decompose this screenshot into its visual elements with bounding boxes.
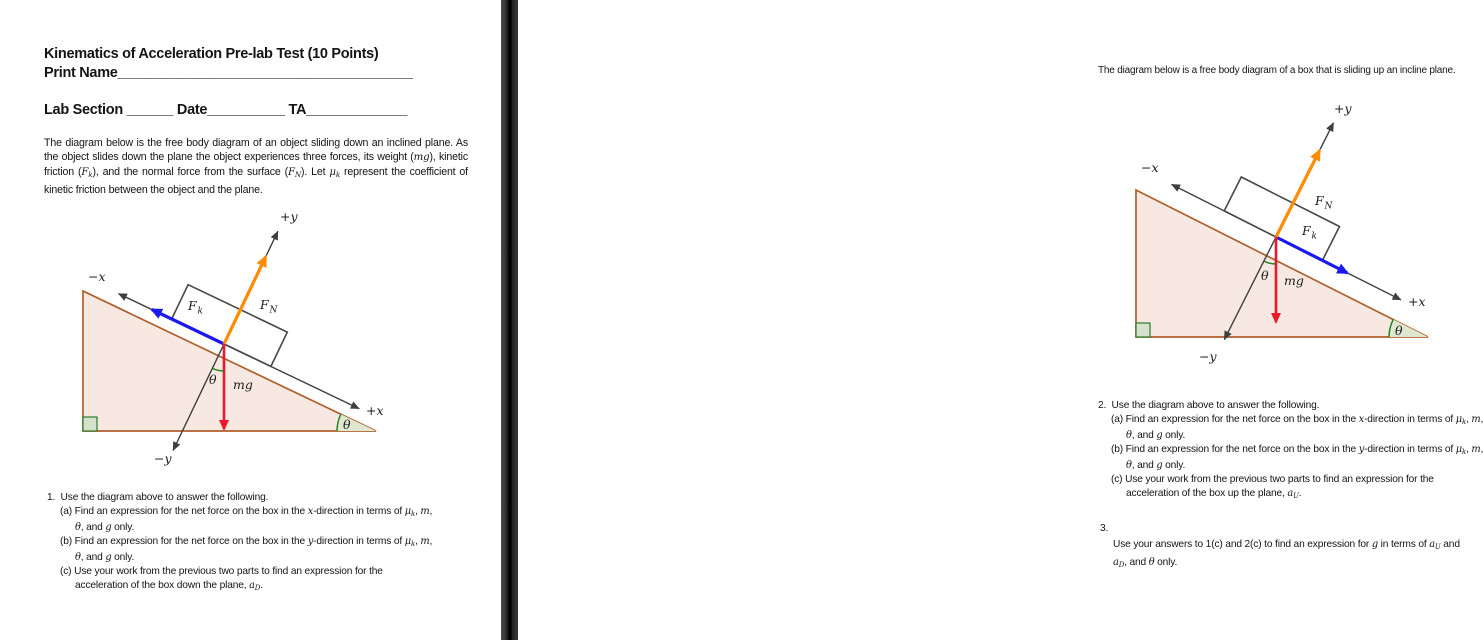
plain-text: ,	[429, 536, 433, 547]
plain-text: ,	[415, 536, 421, 547]
incline-triangle	[83, 291, 376, 431]
plain-text: (b) Find an expression for the net force on the box in the	[1111, 444, 1359, 455]
plain-text: ,	[1480, 414, 1483, 425]
normal-force-arrow	[1276, 150, 1320, 237]
math-text: U	[1434, 542, 1441, 551]
question-line	[47, 491, 432, 505]
normal-force-label-sub: N	[269, 305, 278, 316]
page-divider	[501, 0, 518, 640]
question-line	[47, 579, 432, 595]
question-line	[47, 551, 432, 565]
normal-force-label: F	[1315, 193, 1324, 208]
plain-text: , and	[1131, 430, 1157, 441]
normal-force-label-sub: N	[1324, 201, 1333, 212]
math-text: m	[1471, 444, 1481, 455]
question-line	[1098, 473, 1483, 487]
axis-pos-y-label: +y	[1334, 101, 1352, 116]
question-line	[1100, 537, 1460, 556]
axis-pos-y-label: +y	[280, 209, 298, 224]
axis-pos-x-label: +x	[1408, 294, 1426, 309]
plain-text: represent the coefficient of kinetic friction between the object and the plane.	[44, 166, 468, 196]
math-text: a	[1429, 538, 1435, 550]
math-text: g	[1156, 430, 1163, 441]
math-text: mg	[413, 152, 430, 164]
intro-paragraph	[44, 136, 468, 197]
question-line	[1098, 459, 1483, 473]
math-text: θ	[1126, 430, 1132, 441]
fbd-diagram-sliding-up	[1111, 97, 1441, 377]
math-text: g	[1156, 460, 1163, 471]
plain-text: -direction in terms of	[1364, 444, 1456, 455]
weight-label: mg	[233, 377, 253, 392]
math-text: k	[1461, 418, 1466, 426]
math-text: m	[420, 536, 430, 547]
incline-triangle	[1136, 190, 1428, 337]
math-text: a	[1287, 488, 1294, 499]
math-text: k	[335, 170, 341, 180]
question-2	[1098, 399, 1483, 503]
question-line	[1098, 487, 1483, 503]
plain-text: 2. Use the diagram above to answer the following.	[1098, 400, 1320, 411]
plain-text: (c) Use your work from the previous two parts to find an expression for the	[1111, 474, 1434, 485]
page-right	[518, 0, 1483, 640]
math-text: k	[410, 540, 416, 548]
math-text: θ	[75, 552, 81, 563]
plain-text: The diagram below is the free body diagram of an object sliding down an inclined plane. As the object slides down the plane the object experiences three forces, its weight (	[44, 137, 468, 164]
page-left	[0, 0, 501, 640]
plain-text: , and	[1131, 460, 1157, 471]
page-title: Kinematics of Acceleration Pre-lab Test (10 Points)	[44, 46, 379, 62]
math-text: k	[410, 510, 415, 518]
plain-text: .	[1298, 488, 1302, 499]
plain-text: only.	[1154, 557, 1178, 568]
axis-neg-x-label: −x	[1141, 160, 1159, 175]
math-text: F	[81, 167, 89, 179]
plain-text: ,	[1480, 444, 1483, 455]
math-text: μ	[404, 536, 411, 547]
plain-text: -direction in terms of	[1364, 414, 1456, 425]
plain-text: 3.	[1100, 523, 1109, 534]
plain-text: (b) Find an expression for the net force on the box in the	[60, 536, 308, 547]
plain-text: (c) Use your work from the previous two parts to find an expression for the	[60, 566, 383, 577]
math-text: D	[1118, 561, 1125, 569]
plain-text: ,	[415, 506, 421, 517]
plain-text: ), kinetic friction (	[44, 151, 468, 179]
plain-text: ,	[1466, 444, 1472, 455]
plain-text: (a) Find an expression for the net force on the box in the	[1111, 414, 1359, 425]
plain-text: ). Let	[301, 166, 330, 179]
plain-text: 1. Use the diagram above to answer the following.	[47, 492, 269, 503]
plain-text: -direction in terms of	[313, 536, 405, 547]
math-text: μ	[404, 506, 411, 517]
axis-neg-y-label: −y	[154, 451, 172, 466]
math-text: a	[1113, 557, 1119, 568]
plain-text: only.	[1162, 430, 1186, 441]
math-text: g	[105, 552, 112, 563]
plain-text: ,	[429, 506, 433, 517]
math-text: θ	[1126, 460, 1132, 471]
print-name-line: Print Name______________________________________	[44, 65, 413, 81]
friction-force-label: F	[1302, 223, 1311, 238]
question-line	[1098, 443, 1483, 459]
question-line	[47, 565, 432, 579]
question-line	[1100, 521, 1460, 537]
math-text: N	[294, 170, 302, 180]
theta-label: θ	[1261, 268, 1269, 283]
right-angle-marker	[83, 417, 97, 431]
math-text: θ	[75, 522, 81, 533]
plain-text: , and	[1124, 557, 1149, 568]
question-line	[47, 505, 432, 521]
plain-text: acceleration of the box down the plane,	[75, 580, 250, 591]
friction-force-label-sub: k	[1311, 231, 1317, 242]
fbd-diagram-sliding-down	[58, 203, 398, 468]
question-3	[1100, 521, 1460, 574]
plain-text: only.	[111, 522, 135, 533]
plain-text: only.	[111, 552, 135, 563]
intro-paragraph-right: The diagram below is a free body diagram of a box that is sliding up an incline plane.	[1098, 65, 1456, 76]
plain-text: only.	[1162, 460, 1186, 471]
math-text: θ	[1148, 557, 1155, 568]
question-line	[1098, 413, 1483, 429]
plain-text: in terms of	[1377, 538, 1430, 550]
math-text: μ	[1455, 444, 1462, 455]
math-text: μ	[329, 167, 336, 179]
weight-label: mg	[1284, 273, 1304, 288]
math-text: m	[1471, 414, 1481, 425]
question-line	[1098, 429, 1483, 443]
axis-neg-x-label: −x	[88, 269, 106, 284]
math-text: U	[1293, 492, 1299, 500]
plain-text: , and	[80, 552, 106, 563]
plain-text: and	[1440, 538, 1460, 550]
base-angle-label: θ	[343, 417, 351, 432]
lab-section-line: Lab Section ______ Date__________ TA_____________	[44, 102, 408, 118]
question-line	[47, 521, 432, 535]
plain-text: acceleration of the box up the plane,	[1126, 488, 1288, 499]
math-text: x	[1358, 414, 1365, 425]
theta-label: θ	[209, 372, 217, 387]
axis-pos-x-label: +x	[366, 403, 384, 418]
math-text: k	[1461, 448, 1467, 456]
plain-text: .	[260, 580, 263, 591]
question-line	[1098, 399, 1483, 413]
plain-text: (a) Find an expression for the net force on the box in the	[60, 506, 308, 517]
math-text: m	[420, 506, 430, 517]
axis-neg-y-label: −y	[1199, 349, 1217, 364]
plain-text: , and	[80, 522, 106, 533]
base-angle-label: θ	[1395, 323, 1403, 338]
math-text: a	[249, 580, 255, 591]
math-text: g	[1371, 538, 1378, 550]
math-text: μ	[1455, 414, 1462, 425]
math-text: D	[254, 584, 261, 592]
math-text: k	[88, 170, 93, 180]
friction-force-label-sub: k	[197, 306, 203, 317]
math-text: F	[288, 167, 295, 179]
plain-text: ), and the normal force from the surface (	[92, 166, 288, 179]
friction-force-label: F	[188, 298, 197, 313]
math-text: x	[307, 506, 314, 517]
plain-text: Use your answers to 1(c) and 2(c) to find an expression for	[1113, 538, 1372, 550]
math-text: g	[105, 522, 112, 533]
question-1	[47, 491, 432, 595]
normal-force-label: F	[260, 297, 269, 312]
math-text: y	[1358, 444, 1365, 455]
plain-text: -direction in terms of	[313, 506, 405, 517]
plain-text: ,	[1466, 414, 1472, 425]
math-text: y	[307, 536, 314, 547]
right-angle-marker	[1136, 323, 1150, 337]
question-line	[47, 535, 432, 551]
question-line	[1100, 555, 1460, 574]
